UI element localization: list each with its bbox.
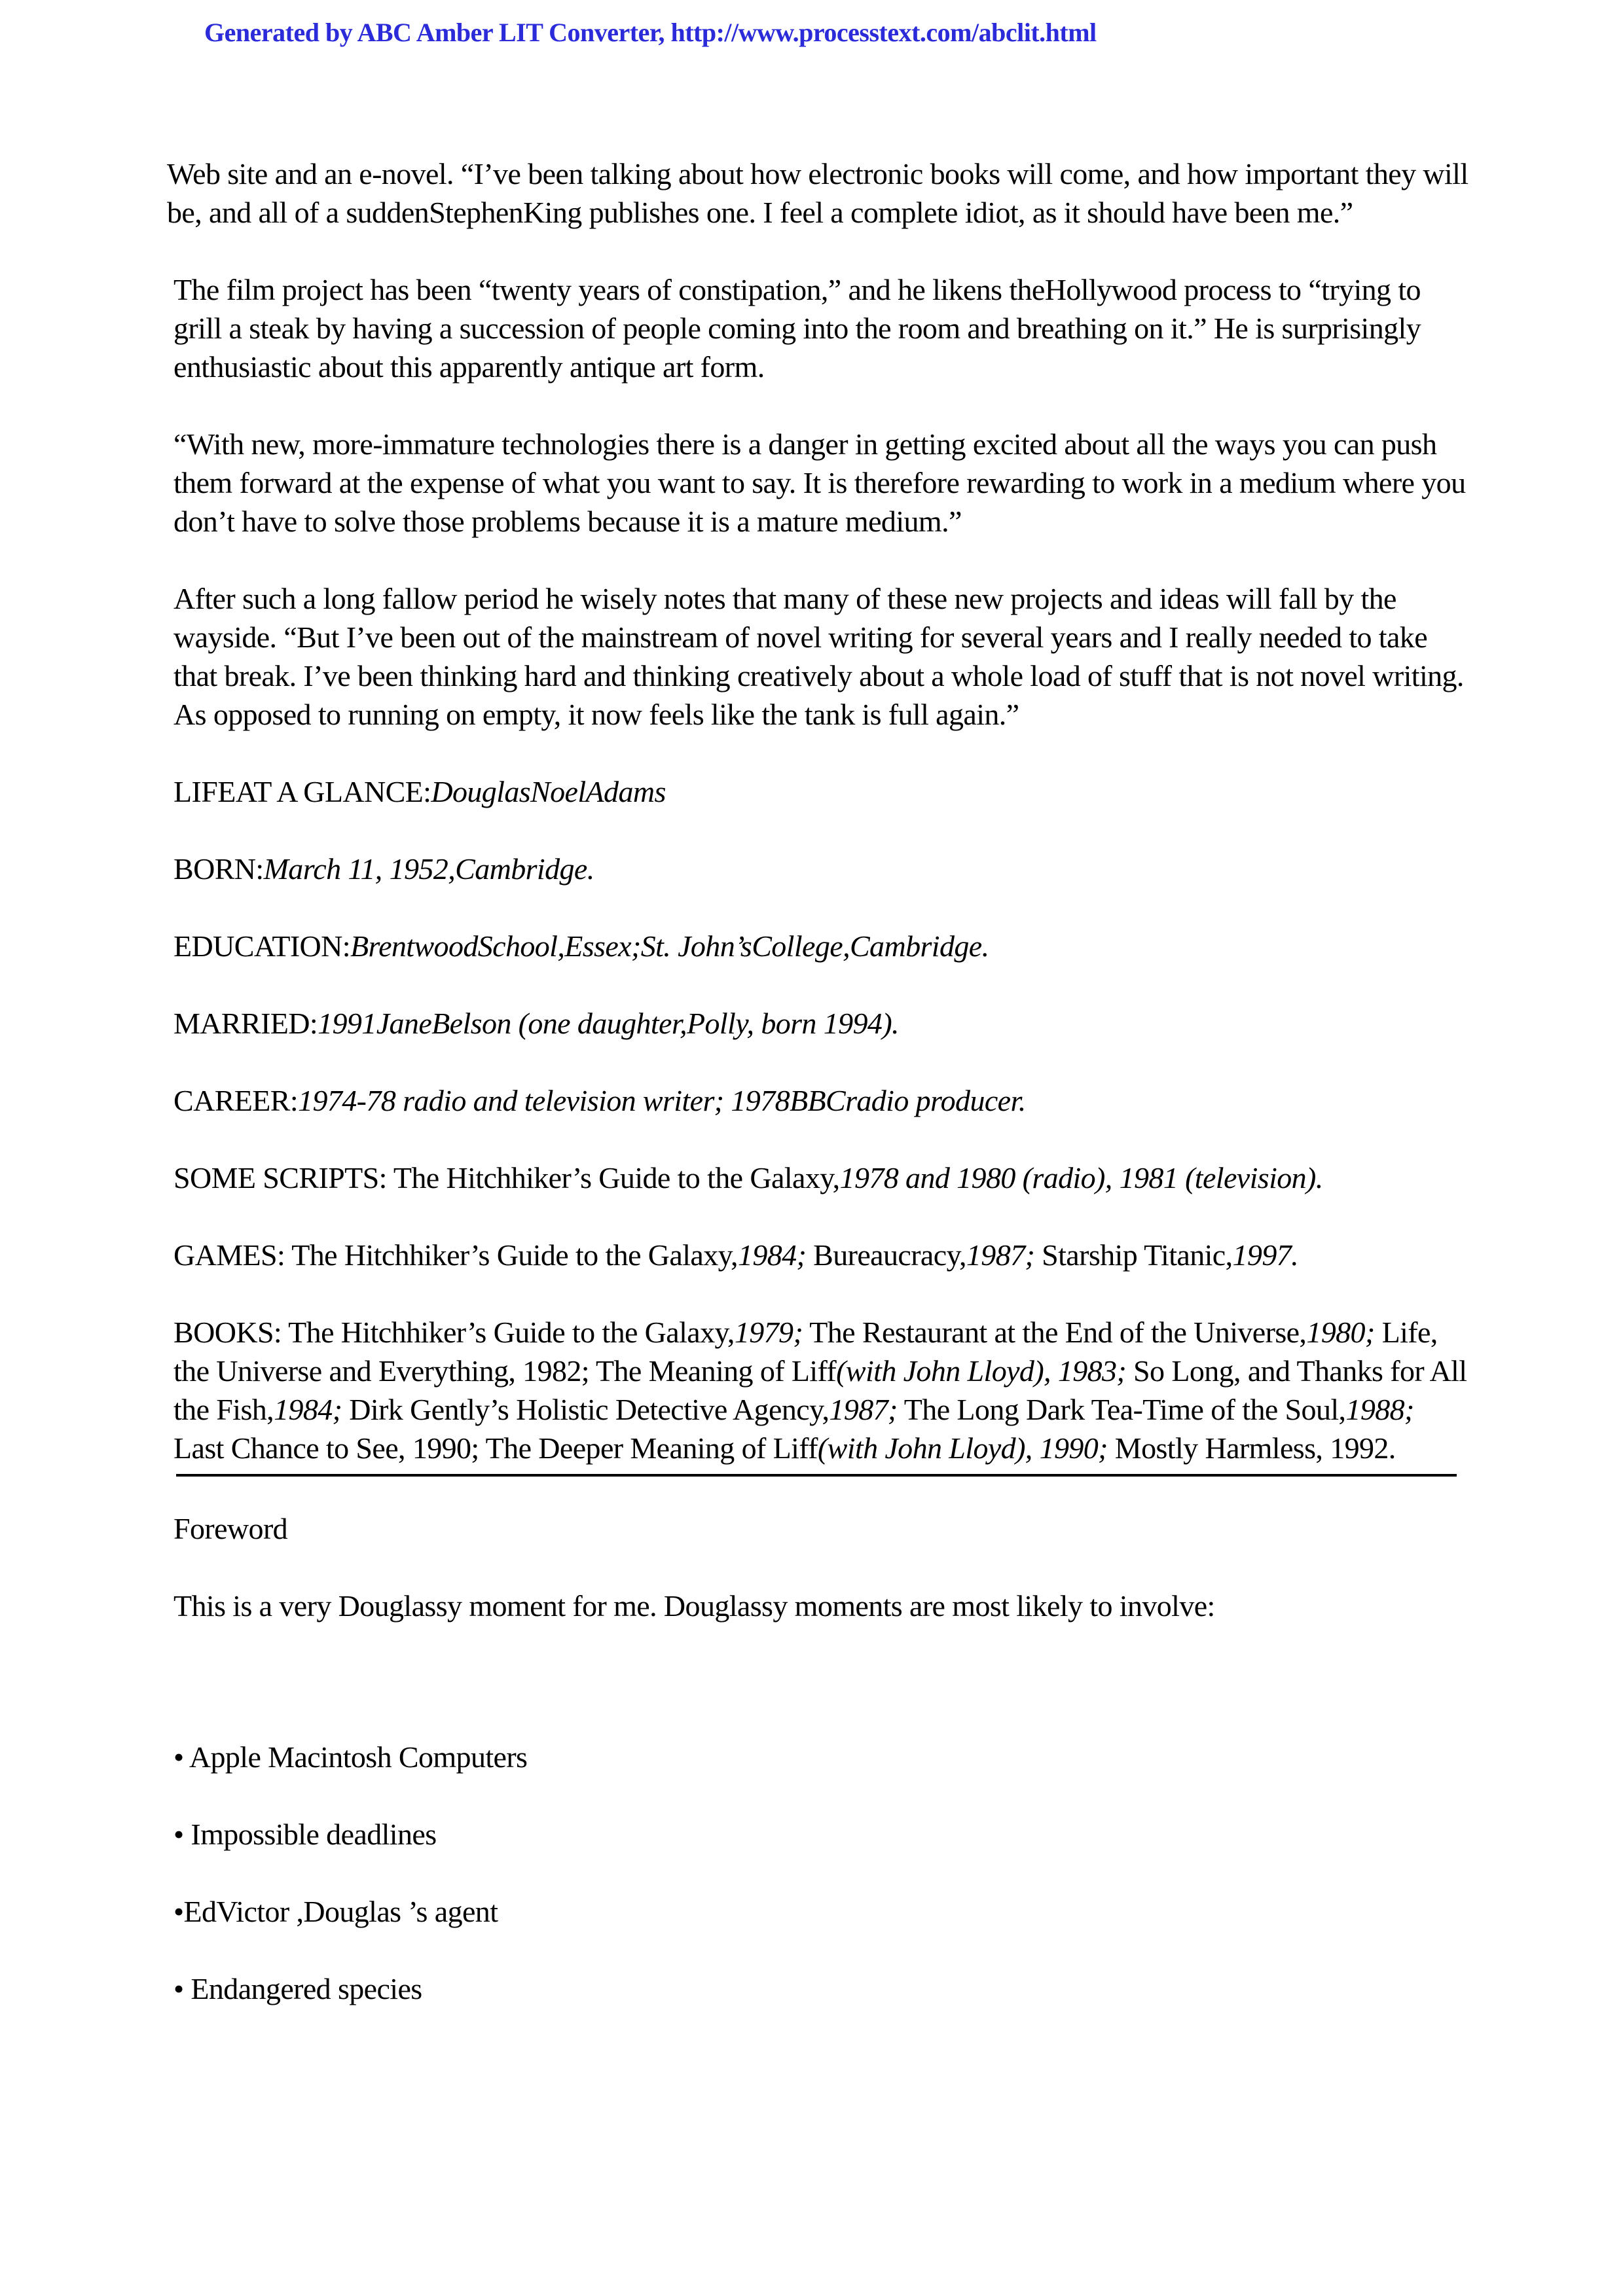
scripts-line [167, 1158, 1470, 1197]
foreword-intro: This is a very Douglassy moment for me. Douglassy moments are most likely to involve: [173, 1589, 1215, 1623]
heading-name: DouglasNoelAdams [431, 775, 666, 808]
education-value: BrentwoodSchool,Essex;St. John’sCollege,Cambridge. [350, 929, 989, 963]
education-label: EDUCATION: [173, 929, 350, 963]
scripts-value: 1978 and 1980 (radio), 1981 (television). [839, 1161, 1323, 1194]
born-label: BORN: [173, 852, 264, 886]
married-value: 1991JaneBelson (one daughter,Polly, born 1994). [318, 1007, 899, 1040]
page-body [167, 154, 1470, 2047]
books-text-5: Dirk Gently’s Holistic Detective Agency, [342, 1393, 830, 1426]
books-text-7: Last Chance to See, 1990; The Deeper Meaning of Liff [173, 1431, 818, 1465]
books-text-2: The Restaurant at the End of the Universe, [803, 1316, 1307, 1349]
spacer [167, 1625, 1470, 1738]
life-at-a-glance-heading [167, 772, 1470, 811]
books-text-8: Mostly Harmless, 1992. [1107, 1431, 1396, 1465]
games-text-1: GAMES: The Hitchhiker’s Guide to the Galaxy, [173, 1238, 738, 1272]
books-year-1: 1979; [734, 1316, 803, 1349]
paragraph-2: The film project has been “twenty years of constipation,” and he likens theHollywood process to “trying to grill a steak by having a succession of people coming into the room and breathing on it.” He is surprisingly enthusiastic about this apparently antique art form. [173, 273, 1421, 384]
career-line [167, 1081, 1470, 1120]
paragraph-4: After such a long fallow period he wisely notes that many of these new projects and ideas will fall by the wayside. “But I’ve been out of the mainstream of novel writing for several years and I really needed to take that break. I’ve been thinking hard and thinking creatively about a whole load of stuff that is not novel writing. As opposed to running on empty, it now feels like the tank is full again.” [173, 582, 1464, 731]
games-text-3: Starship Titanic, [1034, 1238, 1233, 1272]
list-item-1: • Apple Macintosh Computers [173, 1740, 528, 1774]
games-year-3: 1997. [1232, 1238, 1299, 1272]
scripts-label: SOME SCRIPTS: The Hitchhiker’s Guide to the Galaxy, [173, 1161, 840, 1194]
books-note-3: (with John Lloyd), 1983; [836, 1354, 1127, 1388]
books-paragraph [167, 1313, 1470, 1467]
list-item-3: •EdVictor ,Douglas ’s agent [173, 1895, 498, 1928]
books-text-1: BOOKS: The Hitchhiker’s Guide to the Galaxy, [173, 1316, 735, 1349]
list-item-4: • Endangered species [173, 1972, 422, 2005]
list-item-2: • Impossible deadlines [173, 1818, 437, 1851]
married-line [167, 1004, 1470, 1043]
paragraph-1: Web site and an e-novel. “I’ve been talking about how electronic books will come, and how important they will be, and all of a suddenStephenKing publishes one. I feel a complete idiot, as it should have been me.” [167, 157, 1468, 229]
foreword-title: Foreword [173, 1512, 288, 1545]
converter-banner: Generated by ABC Amber LIT Converter, http://www.processtext.com/abclit.html [204, 18, 1097, 47]
books-year-4: 1984; [274, 1393, 342, 1426]
education-line [167, 927, 1470, 965]
books-year-6: 1988; [1345, 1393, 1414, 1426]
heading-label: LIFEAT A GLANCE: [173, 775, 431, 808]
horizontal-divider [176, 1474, 1457, 1477]
books-text-3: Life, the Universe and Everything, 1982; The Meaning of Liff [173, 1316, 1438, 1388]
married-label: MARRIED: [173, 1007, 318, 1040]
games-year-1: 1984; [737, 1238, 807, 1272]
games-text-2: Bureaucracy, [806, 1238, 966, 1272]
born-value: March 11, 1952,Cambridge. [263, 852, 594, 886]
books-year-5: 1987; [829, 1393, 898, 1426]
born-line [167, 850, 1470, 888]
career-label: CAREER: [173, 1084, 299, 1117]
books-note-7: (with John Lloyd), 1990; [817, 1431, 1108, 1465]
paragraph-3: “With new, more-immature technologies there is a danger in getting excited about all the ways you can push them forward at the expense of what you want to say. It is therefore rewarding to work in a medium where you don’t have to solve those problems because it is a mature medium.” [173, 427, 1466, 538]
career-value: 1974-78 radio and television writer; 1978BBCradio producer. [298, 1084, 1026, 1117]
games-year-2: 1987; [966, 1238, 1035, 1272]
books-year-2: 1980; [1306, 1316, 1375, 1349]
books-text-6: The Long Dark Tea-Time of the Soul, [897, 1393, 1346, 1426]
games-line [167, 1236, 1470, 1274]
books-text-4: So Long, and Thanks for All the Fish, [173, 1354, 1467, 1426]
